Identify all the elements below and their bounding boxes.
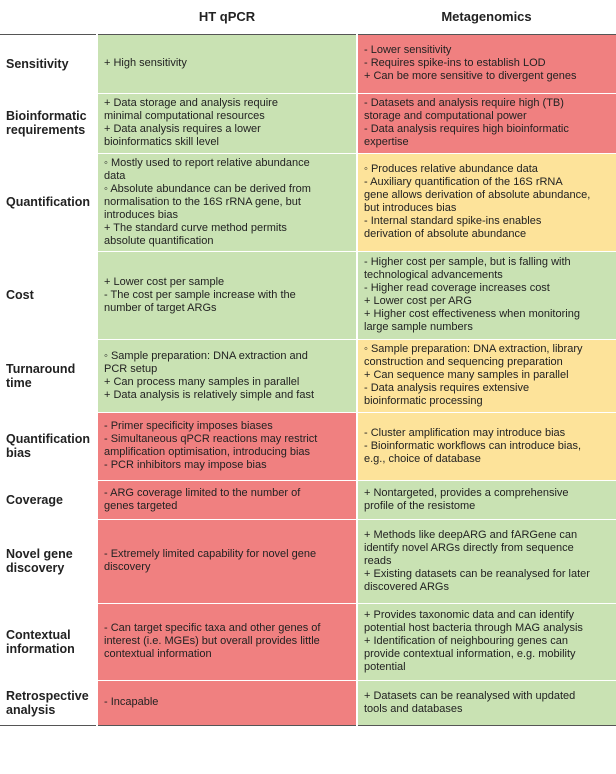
cell-ht-qpcr xyxy=(97,34,357,93)
row-label xyxy=(0,153,97,251)
cell-text-line: - The cost per sample increase with the xyxy=(104,288,296,301)
table-row xyxy=(0,480,616,519)
cell-text-line: reads xyxy=(364,554,392,567)
cell-metagenomics xyxy=(357,251,616,339)
row-label-line: Turnaround xyxy=(6,361,76,376)
cell-text-line: + Identification of neighbouring genes can xyxy=(364,635,568,647)
cell-ht-qpcr xyxy=(97,251,357,339)
row-label-line: Contextual xyxy=(6,627,71,642)
cell-text-line: + Nontargeted, provides a comprehensive xyxy=(364,486,569,499)
row-label-line: bias xyxy=(6,446,32,460)
cell-text-line: bioinformatics skill level xyxy=(104,136,219,148)
cell-ht-qpcr xyxy=(97,603,357,680)
cell-text-line: storage and computational power xyxy=(364,110,527,122)
cell-text-line: - ARG coverage limited to the number of xyxy=(104,486,301,499)
row-label xyxy=(0,603,97,680)
row-label-line: information xyxy=(6,641,75,656)
cell-ht-qpcr xyxy=(97,93,357,153)
cell-text-line: data xyxy=(104,169,126,182)
cell-text-line: + Lower cost per ARG xyxy=(364,295,472,307)
cell-text-line: + Provides taxonomic data and can identify xyxy=(364,609,575,621)
cell-metagenomics xyxy=(357,480,616,519)
cell-text-line: - Bioinformatic workflows can introduce bias, xyxy=(364,439,582,452)
cell-text-line: - Incapable xyxy=(104,696,159,708)
cell-text-line: + High sensitivity xyxy=(104,57,187,69)
cell-text-line: tools and databases xyxy=(364,702,463,715)
cell-text-line: contextual information xyxy=(104,648,212,660)
cell-metagenomics xyxy=(357,93,616,153)
cell-text-line: - Extremely limited capability for novel gene xyxy=(104,548,317,560)
cell-text-line: + Data storage and analysis require xyxy=(104,97,278,109)
table-row xyxy=(0,251,616,339)
cell-text-line: absolute quantification xyxy=(104,234,214,247)
row-label-line: Quantification xyxy=(6,195,91,209)
row-label-line: Retrospective xyxy=(6,688,89,703)
cell-metagenomics xyxy=(357,519,616,603)
cell-ht-qpcr xyxy=(97,480,357,519)
header-ht-qpcr: HT qPCR xyxy=(97,0,357,34)
header-row xyxy=(0,0,616,34)
cell-text-line: + Data analysis requires a lower xyxy=(104,123,261,135)
cell-text-line: bioinformatic processing xyxy=(364,395,483,407)
cell-text-line: - Data analysis requires high bioinformatic xyxy=(364,123,569,135)
cell-text-line: discovery xyxy=(104,561,151,573)
cell-text-line: - Data analysis requires extensive xyxy=(364,382,530,394)
cell-text-line: technological advancements xyxy=(364,269,503,281)
row-label xyxy=(0,339,97,412)
table-row xyxy=(0,680,616,725)
cell-text-line: PCR setup xyxy=(104,362,158,375)
row-label-line: Quantification xyxy=(6,432,91,446)
cell-text-line: - Auxiliary quantification of the 16S rRNA xyxy=(364,176,563,188)
cell-text-line: profile of the resistome xyxy=(364,499,476,512)
cell-metagenomics xyxy=(357,412,616,480)
table-row xyxy=(0,339,616,412)
cell-text-line: - Higher read coverage increases cost xyxy=(364,282,550,294)
cell-text-line: minimal computational resources xyxy=(104,110,265,122)
table-row xyxy=(0,519,616,603)
cell-ht-qpcr xyxy=(97,680,357,725)
cell-text-line: discovered ARGs xyxy=(364,580,449,593)
cell-text-line: interest (i.e. MGEs) but overall provides little xyxy=(104,635,320,647)
cell-text-line: number of target ARGs xyxy=(104,301,217,314)
cell-text-line: - Internal standard spike-ins enables xyxy=(364,215,542,227)
cell-text-line: + The standard curve method permits xyxy=(104,221,287,234)
cell-text-line: ◦ Sample preparation: DNA extraction, library xyxy=(364,343,583,355)
header-blank xyxy=(0,0,97,34)
row-label xyxy=(0,34,97,93)
row-label xyxy=(0,412,97,480)
cell-text-line: normalisation to the 16S rRNA gene, but xyxy=(104,195,301,208)
cell-text-line: - Lower sensitivity xyxy=(364,44,452,56)
cell-text-line: genes targeted xyxy=(104,499,178,512)
table-row xyxy=(0,412,616,480)
cell-text-line: - PCR inhibitors may impose bias xyxy=(104,459,267,471)
cell-text-line: ◦ Sample preparation: DNA extraction and xyxy=(104,349,308,362)
cell-metagenomics xyxy=(357,153,616,251)
row-label xyxy=(0,480,97,519)
cell-ht-qpcr xyxy=(97,339,357,412)
cell-ht-qpcr xyxy=(97,519,357,603)
cell-text-line: ◦ Produces relative abundance data xyxy=(364,163,538,175)
cell-text-line: - Datasets and analysis require high (TB) xyxy=(364,97,564,109)
row-label xyxy=(0,251,97,339)
cell-text-line: + Methods like deepARG and fARGene can xyxy=(364,528,578,541)
cell-text-line: - Can target specific taxa and other genes of xyxy=(104,622,321,634)
header-metagenomics: Metagenomics xyxy=(357,0,616,34)
row-label xyxy=(0,93,97,153)
row-label-line: time xyxy=(6,375,32,390)
row-label-line: Bioinformatic xyxy=(6,109,87,123)
cell-text-line: - Requires spike-ins to establish LOD xyxy=(364,57,546,69)
cell-metagenomics xyxy=(357,680,616,725)
table-row xyxy=(0,34,616,93)
row-label-line: Cost xyxy=(6,288,34,302)
cell-text-line: + Higher cost effectiveness when monitoring xyxy=(364,308,580,320)
row-label-line: analysis xyxy=(6,702,56,717)
cell-metagenomics xyxy=(357,603,616,680)
cell-text-line: + Lower cost per sample xyxy=(104,275,225,288)
cell-text-line: construction and sequencing preparation xyxy=(364,356,563,368)
cell-text-line: expertise xyxy=(364,136,409,148)
cell-text-line: identify novel ARGs directly from sequence xyxy=(364,541,574,554)
cell-text-line: derivation of absolute abundance xyxy=(364,228,527,240)
cell-text-line: provide contextual information, e.g. mobility xyxy=(364,648,576,660)
row-label-line: Coverage xyxy=(6,492,63,507)
cell-text-line: + Datasets can be reanalysed with updated xyxy=(364,689,576,702)
cell-text-line: e.g., choice of database xyxy=(364,452,481,465)
table-row xyxy=(0,603,616,680)
cell-text-line: gene allows derivation of absolute abundance, xyxy=(364,189,591,201)
cell-text-line: potential xyxy=(364,661,406,673)
cell-text-line: amplification optimisation, introducing bias xyxy=(104,446,311,458)
cell-text-line: - Primer specificity imposes biases xyxy=(104,420,273,432)
cell-text-line: + Can process many samples in parallel xyxy=(104,375,300,388)
table-body xyxy=(0,34,616,725)
cell-text-line: + Can sequence many samples in parallel xyxy=(364,369,569,381)
cell-text-line: - Simultaneous qPCR reactions may restrict xyxy=(104,433,318,445)
row-label xyxy=(0,680,97,725)
cell-text-line: large sample numbers xyxy=(364,321,473,333)
row-label xyxy=(0,519,97,603)
cell-metagenomics xyxy=(357,34,616,93)
cell-text-line: + Data analysis is relatively simple and fast xyxy=(104,388,315,401)
table-row xyxy=(0,153,616,251)
row-label-line: Sensitivity xyxy=(6,56,69,71)
cell-text-line: + Can be more sensitive to divergent genes xyxy=(364,70,577,82)
cell-text-line: ◦ Absolute abundance can be derived from xyxy=(104,182,311,195)
cell-text-line: but introduces bias xyxy=(364,202,457,214)
row-label-line: requirements xyxy=(6,123,86,137)
cell-text-line: - Higher cost per sample, but is falling with xyxy=(364,256,571,268)
cell-ht-qpcr xyxy=(97,412,357,480)
row-label-line: Novel gene xyxy=(6,547,73,561)
cell-text-line: + Existing datasets can be reanalysed for later xyxy=(364,567,590,580)
table-row xyxy=(0,93,616,153)
cell-text-line: potential host bacteria through MAG analysis xyxy=(364,622,583,634)
cell-metagenomics xyxy=(357,339,616,412)
cell-ht-qpcr xyxy=(97,153,357,251)
cell-text-line: introduces bias xyxy=(104,208,178,221)
row-label-line: discovery xyxy=(6,561,65,575)
cell-text-line: ◦ Mostly used to report relative abundance xyxy=(104,156,310,169)
cell-text-line: - Cluster amplification may introduce bias xyxy=(364,426,566,439)
